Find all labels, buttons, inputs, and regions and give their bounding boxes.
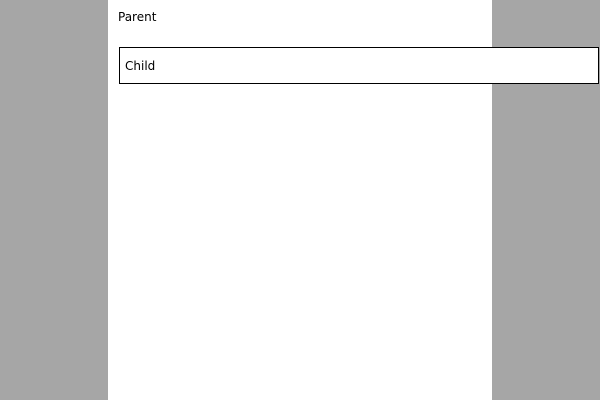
parent-label: Parent [118, 10, 157, 24]
child-label: Child [125, 59, 156, 73]
child-container [119, 47, 599, 84]
